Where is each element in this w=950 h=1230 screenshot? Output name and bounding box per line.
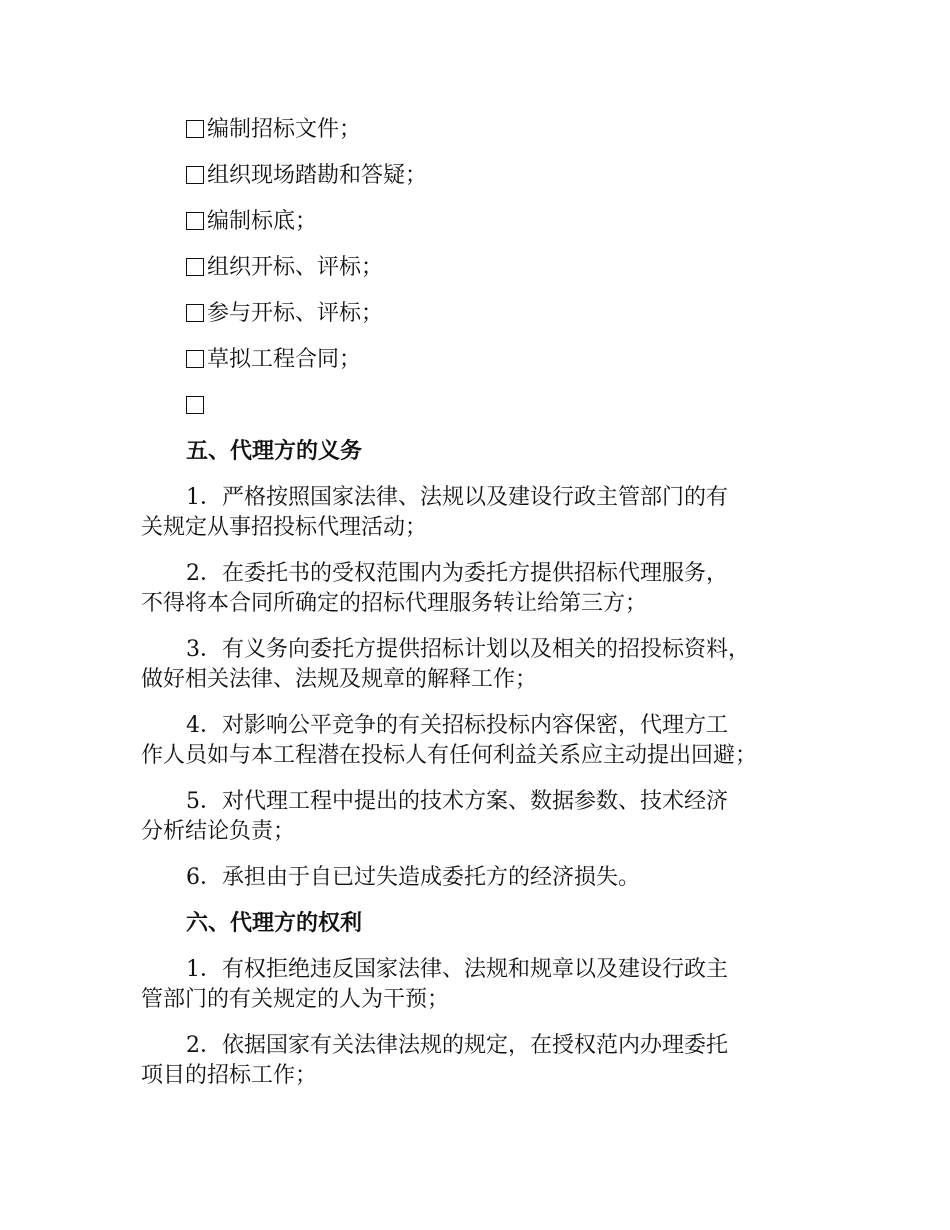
paragraph-line: 4．对影响公平竞争的有关招标投标内容保密，代理方工 xyxy=(186,713,728,738)
paragraph-line: 5．对代理工程中提出的技术方案、数据参数、技术经济 xyxy=(186,789,728,814)
paragraph-line: 不得将本合同所确定的招标代理服务转让给第三方； xyxy=(141,591,648,616)
checkbox-icon xyxy=(186,120,204,138)
paragraph-line: 项目的招标工作； xyxy=(141,1063,318,1088)
paragraph-line: 3．有义务向委托方提供招标计划以及相关的招投标资料， xyxy=(186,637,750,662)
paragraph-line: 分析结论负责； xyxy=(141,819,296,844)
checklist-item-text: 参与开标、评标； xyxy=(207,301,384,326)
paragraph-line: 作人员如与本工程潜在投标人有任何利益关系应主动提出回避； xyxy=(141,743,758,768)
checklist-item xyxy=(186,209,317,235)
checklist-item xyxy=(186,163,427,189)
paragraph-line: 关规定从事招投标代理活动； xyxy=(141,515,428,540)
paragraph-line: 做好相关法律、法规及规章的解释工作； xyxy=(141,667,538,692)
checkbox-icon xyxy=(186,166,204,184)
checklist-item xyxy=(186,117,361,143)
checklist-item-text: 草拟工程合同； xyxy=(207,347,362,372)
paragraph-line: 1．严格按照国家法律、法规以及建设行政主管部门的有 xyxy=(186,485,728,510)
checklist-item-text: 编制招标文件； xyxy=(207,117,362,142)
paragraph-line: 2．依据国家有关法律法规的规定，在授权范内办理委托 xyxy=(186,1033,728,1058)
paragraph-line: 6．承担由于自已过失造成委托方的经济损失。 xyxy=(186,865,640,890)
checkbox-icon xyxy=(186,212,204,230)
checkbox-icon xyxy=(186,396,204,414)
checkbox-icon xyxy=(186,350,204,368)
paragraph-line: 1．有权拒绝违反国家法律、法规和规章以及建设行政主 xyxy=(186,957,728,982)
paragraph-line: 2．在委托书的受权范围内为委托方提供招标代理服务， xyxy=(186,561,728,586)
section-heading: 六、代理方的权利 xyxy=(186,911,363,936)
paragraph-line: 管部门的有关规定的人为干预； xyxy=(141,987,450,1012)
checklist-item-text: 组织开标、评标； xyxy=(207,255,384,280)
checklist-item xyxy=(186,393,207,419)
checkbox-icon xyxy=(186,304,204,322)
checklist-item xyxy=(186,255,383,281)
checklist-item xyxy=(186,301,383,327)
checklist-item-text: 编制标底； xyxy=(207,209,318,234)
checklist-item-text: 组织现场踏勘和答疑； xyxy=(207,163,428,188)
checkbox-icon xyxy=(186,258,204,276)
checklist-item xyxy=(186,347,361,373)
section-heading: 五、代理方的义务 xyxy=(186,439,363,464)
